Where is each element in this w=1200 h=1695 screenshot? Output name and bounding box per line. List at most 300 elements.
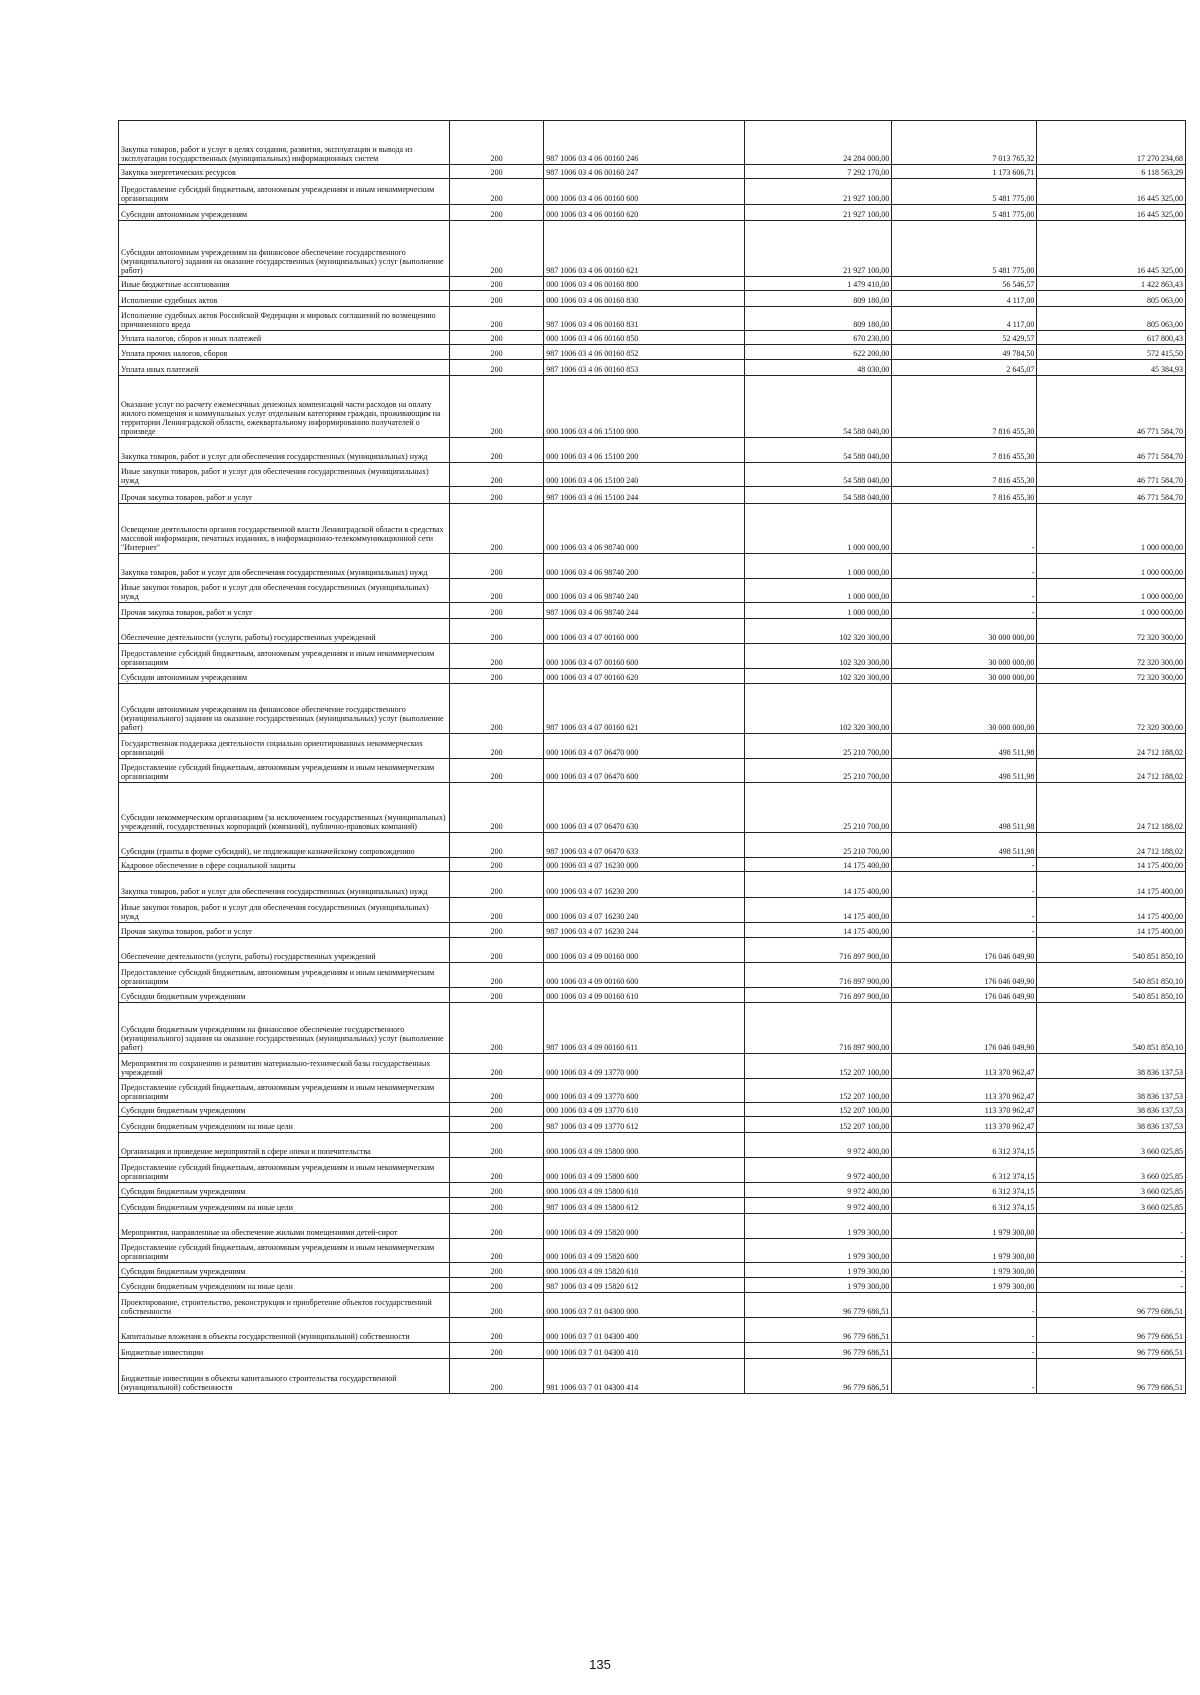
table-row bbox=[119, 1183, 1186, 1198]
row-approved: 1 000 000,00 bbox=[744, 554, 891, 579]
row-kbk: 000 1006 03 4 07 16230 000 bbox=[544, 858, 745, 872]
row-approved: 670 230,00 bbox=[744, 331, 891, 345]
row-unexecuted: 6 118 563,29 bbox=[1037, 165, 1186, 179]
row-unexecuted: 72 320 300,00 bbox=[1037, 644, 1186, 669]
row-unexecuted: 540 851 850,10 bbox=[1037, 938, 1186, 963]
row-name: Предоставление субсидий бюджетным, автономным учреждениям и иным некоммерческим организациям bbox=[119, 759, 450, 783]
table-row bbox=[119, 1318, 1186, 1343]
row-unexecuted: 1 000 000,00 bbox=[1037, 579, 1186, 603]
row-unexecuted: 46 771 584,70 bbox=[1037, 438, 1186, 463]
row-kbk: 000 1006 03 7 01 04300 000 bbox=[544, 1293, 745, 1318]
row-unexecuted: 14 175 400,00 bbox=[1037, 872, 1186, 898]
row-code: 200 bbox=[450, 1293, 544, 1318]
row-name: Кадровое обеспечение в сфере социальной защиты bbox=[119, 858, 450, 872]
row-name: Уплата прочих налогов, сборов bbox=[119, 345, 450, 360]
row-unexecuted: 14 175 400,00 bbox=[1037, 898, 1186, 923]
row-kbk: 000 1006 03 4 09 13770 610 bbox=[544, 1103, 745, 1117]
row-name: Организация и проведение мероприятий в сфере опеки и попечительства bbox=[119, 1133, 450, 1158]
table-row bbox=[119, 179, 1186, 205]
row-executed: 498 511,98 bbox=[892, 759, 1037, 783]
row-approved: 102 320 300,00 bbox=[744, 684, 891, 734]
row-name: Уплата налогов, сборов и иных платежей bbox=[119, 331, 450, 345]
row-name: Освещение деятельности органов государственной власти Ленинградской области в средствах массовой информации, печатных изданиях, в информационно-телекоммуникационной сети "Интернет" bbox=[119, 504, 450, 554]
row-name: Субсидии бюджетным учреждениям на иные цели bbox=[119, 1117, 450, 1133]
table-row bbox=[119, 487, 1186, 504]
row-name: Предоставление субсидий бюджетным, автономным учреждениям и иным некоммерческим организациям bbox=[119, 644, 450, 669]
row-unexecuted: 1 000 000,00 bbox=[1037, 554, 1186, 579]
row-executed: 1 979 300,00 bbox=[892, 1263, 1037, 1278]
row-executed: 1 979 300,00 bbox=[892, 1278, 1037, 1293]
budget-sheet bbox=[118, 120, 1186, 1394]
row-code: 200 bbox=[450, 1054, 544, 1079]
row-approved: 1 000 000,00 bbox=[744, 504, 891, 554]
row-approved: 54 588 040,00 bbox=[744, 463, 891, 487]
row-approved: 716 897 900,00 bbox=[744, 963, 891, 988]
row-code: 200 bbox=[450, 1183, 544, 1198]
row-unexecuted: 38 836 137,53 bbox=[1037, 1054, 1186, 1079]
row-name: Закупка товаров, работ и услуг для обеспечения государственных (муниципальных) нужд bbox=[119, 872, 450, 898]
row-unexecuted: 14 175 400,00 bbox=[1037, 858, 1186, 872]
row-code: 200 bbox=[450, 1278, 544, 1293]
row-executed: 30 000 000,00 bbox=[892, 684, 1037, 734]
row-name: Субсидии бюджетным учреждениям на финансовое обеспечение государственного (муниципального) задания на оказание государственных (муниципальных) услуг (выполнение работ) bbox=[119, 1003, 450, 1054]
row-code: 200 bbox=[450, 923, 544, 938]
row-unexecuted: 46 771 584,70 bbox=[1037, 487, 1186, 504]
row-name: Закупка товаров, работ и услуг для обеспечения государственных (муниципальных) нужд bbox=[119, 438, 450, 463]
row-executed: - bbox=[892, 603, 1037, 619]
row-kbk: 000 1006 03 4 06 00160 620 bbox=[544, 205, 745, 221]
row-executed: - bbox=[892, 923, 1037, 938]
row-approved: 716 897 900,00 bbox=[744, 1003, 891, 1054]
row-name: Мероприятия по сохранению и развитию материально-технической базы государственных учреждений bbox=[119, 1054, 450, 1079]
row-kbk: 987 1006 03 4 06 00160 853 bbox=[544, 360, 745, 376]
row-unexecuted: 805 063,00 bbox=[1037, 291, 1186, 307]
row-executed: 6 312 374,15 bbox=[892, 1158, 1037, 1183]
row-kbk: 000 1006 03 7 01 04300 400 bbox=[544, 1318, 745, 1343]
row-name: Субсидии автономным учреждениям на финансовое обеспечение государственного (муниципального) задания на оказание государственных (муниципальных) услуг (выполнение работ) bbox=[119, 684, 450, 734]
row-code: 200 bbox=[450, 1214, 544, 1239]
row-executed: 113 370 962,47 bbox=[892, 1117, 1037, 1133]
row-approved: 809 180,00 bbox=[744, 307, 891, 331]
row-approved: 1 979 300,00 bbox=[744, 1214, 891, 1239]
row-unexecuted: 72 320 300,00 bbox=[1037, 669, 1186, 684]
table-row bbox=[119, 1239, 1186, 1263]
row-kbk: 000 1006 03 4 09 15800 000 bbox=[544, 1133, 745, 1158]
row-code: 200 bbox=[450, 833, 544, 858]
row-name: Субсидии бюджетным учреждениям bbox=[119, 1263, 450, 1278]
row-unexecuted: 16 445 325,00 bbox=[1037, 179, 1186, 205]
row-name: Иные закупки товаров, работ и услуг для обеспечения государственных (муниципальных) нужд bbox=[119, 579, 450, 603]
row-executed: 6 312 374,15 bbox=[892, 1198, 1037, 1214]
row-executed: 113 370 962,47 bbox=[892, 1054, 1037, 1079]
row-kbk: 000 1006 03 4 09 13770 600 bbox=[544, 1079, 745, 1103]
row-kbk: 000 1006 03 4 09 15820 600 bbox=[544, 1239, 745, 1263]
row-kbk: 000 1006 03 7 01 04300 410 bbox=[544, 1343, 745, 1359]
table-row bbox=[119, 734, 1186, 759]
row-unexecuted: - bbox=[1037, 1278, 1186, 1293]
row-unexecuted: 24 712 188,02 bbox=[1037, 783, 1186, 833]
row-code: 200 bbox=[450, 734, 544, 759]
row-code: 200 bbox=[450, 872, 544, 898]
table-row bbox=[119, 438, 1186, 463]
row-unexecuted: 46 771 584,70 bbox=[1037, 463, 1186, 487]
row-executed: 498 511,98 bbox=[892, 783, 1037, 833]
row-code: 200 bbox=[450, 554, 544, 579]
row-code: 200 bbox=[450, 858, 544, 872]
row-code: 200 bbox=[450, 121, 544, 165]
row-code: 200 bbox=[450, 331, 544, 345]
table-row bbox=[119, 963, 1186, 988]
row-kbk: 000 1006 03 4 06 00160 850 bbox=[544, 331, 745, 345]
row-executed: 1 173 606,71 bbox=[892, 165, 1037, 179]
row-unexecuted: 72 320 300,00 bbox=[1037, 684, 1186, 734]
table-row bbox=[119, 331, 1186, 345]
row-executed: 176 046 049,90 bbox=[892, 963, 1037, 988]
row-executed: 498 511,98 bbox=[892, 833, 1037, 858]
row-unexecuted: 17 270 234,68 bbox=[1037, 121, 1186, 165]
row-unexecuted: 24 712 188,02 bbox=[1037, 734, 1186, 759]
row-code: 200 bbox=[450, 1079, 544, 1103]
row-unexecuted: 16 445 325,00 bbox=[1037, 221, 1186, 277]
row-executed: 30 000 000,00 bbox=[892, 644, 1037, 669]
table-row bbox=[119, 121, 1186, 165]
table-row bbox=[119, 1263, 1186, 1278]
row-unexecuted: 14 175 400,00 bbox=[1037, 923, 1186, 938]
row-approved: 809 180,00 bbox=[744, 291, 891, 307]
row-kbk: 000 1006 03 4 06 15100 000 bbox=[544, 376, 745, 438]
table-row bbox=[119, 1079, 1186, 1103]
row-name: Предоставление субсидий бюджетным, автономным учреждениям и иным некоммерческим организациям bbox=[119, 1239, 450, 1263]
row-unexecuted: 1 000 000,00 bbox=[1037, 504, 1186, 554]
table-row bbox=[119, 504, 1186, 554]
row-unexecuted: 72 320 300,00 bbox=[1037, 619, 1186, 644]
row-name: Субсидии бюджетным учреждениям на иные цели bbox=[119, 1198, 450, 1214]
row-unexecuted: - bbox=[1037, 1239, 1186, 1263]
row-executed: 498 511,98 bbox=[892, 734, 1037, 759]
row-unexecuted: 45 384,93 bbox=[1037, 360, 1186, 376]
table-row bbox=[119, 277, 1186, 291]
row-code: 200 bbox=[450, 205, 544, 221]
row-name: Субсидии (гранты в форме субсидий), не подлежащие казначейскому сопровождению bbox=[119, 833, 450, 858]
row-approved: 96 779 686,51 bbox=[744, 1318, 891, 1343]
table-row bbox=[119, 1293, 1186, 1318]
row-executed: - bbox=[892, 579, 1037, 603]
row-name: Предоставление субсидий бюджетным, автономным учреждениям и иным некоммерческим организациям bbox=[119, 1079, 450, 1103]
table-row bbox=[119, 1117, 1186, 1133]
row-approved: 102 320 300,00 bbox=[744, 669, 891, 684]
row-kbk: 000 1006 03 4 06 00160 800 bbox=[544, 277, 745, 291]
row-approved: 1 979 300,00 bbox=[744, 1278, 891, 1293]
row-executed: - bbox=[892, 858, 1037, 872]
row-kbk: 000 1006 03 4 06 98740 000 bbox=[544, 504, 745, 554]
row-name: Закупка энергетических ресурсов bbox=[119, 165, 450, 179]
table-row bbox=[119, 938, 1186, 963]
table-row bbox=[119, 988, 1186, 1003]
row-unexecuted: 96 779 686,51 bbox=[1037, 1318, 1186, 1343]
row-approved: 25 210 700,00 bbox=[744, 783, 891, 833]
row-kbk: 981 1006 03 7 01 04300 414 bbox=[544, 1359, 745, 1394]
row-name: Обеспечение деятельности (услуги, работы) государственных учреждений bbox=[119, 938, 450, 963]
row-name: Оказание услуг по расчету ежемесячных денежных компенсаций части расходов на оплату жилого помещения и коммунальных услуг отдельным категориям граждан, проживающим на территории Ленинградской области, ежеквартальному информированию получателей о произведе bbox=[119, 376, 450, 438]
row-code: 200 bbox=[450, 644, 544, 669]
row-name: Субсидии автономным учреждениям на финансовое обеспечение государственного (муниципального) задания на оказание государственных (муниципальных) услуг (выполнение работ) bbox=[119, 221, 450, 277]
row-code: 200 bbox=[450, 221, 544, 277]
row-unexecuted: 96 779 686,51 bbox=[1037, 1343, 1186, 1359]
row-kbk: 987 1006 03 4 06 00160 246 bbox=[544, 121, 745, 165]
row-executed: 7 816 455,30 bbox=[892, 438, 1037, 463]
row-name: Субсидии автономным учреждениям bbox=[119, 205, 450, 221]
table-row bbox=[119, 669, 1186, 684]
row-unexecuted: 572 415,50 bbox=[1037, 345, 1186, 360]
page-number: 135 bbox=[589, 1657, 611, 1672]
row-executed: 52 429,57 bbox=[892, 331, 1037, 345]
table-row bbox=[119, 376, 1186, 438]
row-name: Иные закупки товаров, работ и услуг для обеспечения государственных (муниципальных) нужд bbox=[119, 898, 450, 923]
row-approved: 14 175 400,00 bbox=[744, 898, 891, 923]
row-executed: 4 117,00 bbox=[892, 291, 1037, 307]
row-unexecuted: 617 800,43 bbox=[1037, 331, 1186, 345]
row-kbk: 000 1006 03 4 06 98740 200 bbox=[544, 554, 745, 579]
table-row bbox=[119, 1103, 1186, 1117]
row-unexecuted: 1 422 863,43 bbox=[1037, 277, 1186, 291]
row-kbk: 000 1006 03 4 09 15820 610 bbox=[544, 1263, 745, 1278]
row-executed: - bbox=[892, 872, 1037, 898]
row-executed: 7 816 455,30 bbox=[892, 487, 1037, 504]
row-kbk: 987 1006 03 4 06 00160 247 bbox=[544, 165, 745, 179]
row-unexecuted: 38 836 137,53 bbox=[1037, 1079, 1186, 1103]
row-approved: 24 284 000,00 bbox=[744, 121, 891, 165]
row-code: 200 bbox=[450, 619, 544, 644]
row-executed: 4 117,00 bbox=[892, 307, 1037, 331]
row-name: Иные закупки товаров, работ и услуг для обеспечения государственных (муниципальных) нужд bbox=[119, 463, 450, 487]
row-unexecuted: 540 851 850,10 bbox=[1037, 988, 1186, 1003]
row-code: 200 bbox=[450, 1117, 544, 1133]
row-code: 200 bbox=[450, 1103, 544, 1117]
row-executed: 176 046 049,90 bbox=[892, 988, 1037, 1003]
row-approved: 1 000 000,00 bbox=[744, 579, 891, 603]
row-unexecuted: 540 851 850,10 bbox=[1037, 1003, 1186, 1054]
row-code: 200 bbox=[450, 898, 544, 923]
table-row bbox=[119, 1198, 1186, 1214]
row-kbk: 000 1006 03 4 07 00160 620 bbox=[544, 669, 745, 684]
table-row bbox=[119, 221, 1186, 277]
row-approved: 1 000 000,00 bbox=[744, 603, 891, 619]
row-kbk: 987 1006 03 4 07 00160 621 bbox=[544, 684, 745, 734]
row-unexecuted: 3 660 025,85 bbox=[1037, 1183, 1186, 1198]
row-code: 200 bbox=[450, 1343, 544, 1359]
row-code: 200 bbox=[450, 1359, 544, 1394]
row-code: 200 bbox=[450, 669, 544, 684]
table-row bbox=[119, 833, 1186, 858]
row-unexecuted: 96 779 686,51 bbox=[1037, 1293, 1186, 1318]
row-unexecuted: 24 712 188,02 bbox=[1037, 833, 1186, 858]
row-approved: 9 972 400,00 bbox=[744, 1133, 891, 1158]
row-name: Субсидии бюджетным учреждениям на иные цели bbox=[119, 1278, 450, 1293]
row-code: 200 bbox=[450, 438, 544, 463]
row-kbk: 000 1006 03 4 09 00160 600 bbox=[544, 963, 745, 988]
row-name: Прочая закупка товаров, работ и услуг bbox=[119, 487, 450, 504]
row-executed: - bbox=[892, 1359, 1037, 1394]
row-executed: - bbox=[892, 1318, 1037, 1343]
table-row bbox=[119, 1359, 1186, 1394]
row-executed: 5 481 775,00 bbox=[892, 221, 1037, 277]
row-name: Субсидии бюджетным учреждениям bbox=[119, 1183, 450, 1198]
row-name: Бюджетные инвестиции bbox=[119, 1343, 450, 1359]
row-unexecuted: 96 779 686,51 bbox=[1037, 1359, 1186, 1394]
table-row bbox=[119, 783, 1186, 833]
row-kbk: 000 1006 03 4 06 00160 600 bbox=[544, 179, 745, 205]
row-name: Проектирование, строительство, реконструкция и приобретение объектов государственной собственности bbox=[119, 1293, 450, 1318]
row-name: Субсидии некоммерческим организациям (за исключением государственных (муниципальных) учреждений, государственных корпораций (компаний), публично-правовых компаний) bbox=[119, 783, 450, 833]
row-executed: - bbox=[892, 554, 1037, 579]
row-name: Обеспечение деятельности (услуги, работы) государственных учреждений bbox=[119, 619, 450, 644]
row-name: Субсидии автономным учреждениям bbox=[119, 669, 450, 684]
row-name: Закупка товаров, работ и услуг для обеспечения государственных (муниципальных) нужд bbox=[119, 554, 450, 579]
row-approved: 25 210 700,00 bbox=[744, 759, 891, 783]
table-row bbox=[119, 291, 1186, 307]
row-executed: 5 481 775,00 bbox=[892, 179, 1037, 205]
table-row bbox=[119, 619, 1186, 644]
row-code: 200 bbox=[450, 684, 544, 734]
row-code: 200 bbox=[450, 1133, 544, 1158]
row-approved: 622 200,00 bbox=[744, 345, 891, 360]
row-kbk: 987 1006 03 4 06 00160 852 bbox=[544, 345, 745, 360]
row-executed: 113 370 962,47 bbox=[892, 1079, 1037, 1103]
row-kbk: 000 1006 03 4 09 15820 000 bbox=[544, 1214, 745, 1239]
row-kbk: 000 1006 03 4 07 06470 000 bbox=[544, 734, 745, 759]
row-approved: 9 972 400,00 bbox=[744, 1198, 891, 1214]
row-executed: 176 046 049,90 bbox=[892, 1003, 1037, 1054]
row-name: Государственная поддержка деятельности социально ориентированных некоммерческих организаций bbox=[119, 734, 450, 759]
row-name: Субсидии бюджетным учреждениям bbox=[119, 1103, 450, 1117]
row-approved: 102 320 300,00 bbox=[744, 619, 891, 644]
row-approved: 25 210 700,00 bbox=[744, 833, 891, 858]
row-unexecuted: 16 445 325,00 bbox=[1037, 205, 1186, 221]
row-kbk: 987 1006 03 4 09 13770 612 bbox=[544, 1117, 745, 1133]
row-unexecuted: 3 660 025,85 bbox=[1037, 1158, 1186, 1183]
row-executed: - bbox=[892, 1343, 1037, 1359]
row-kbk: 987 1006 03 4 06 15100 244 bbox=[544, 487, 745, 504]
table-row bbox=[119, 923, 1186, 938]
row-code: 200 bbox=[450, 759, 544, 783]
row-executed: 7 816 455,30 bbox=[892, 376, 1037, 438]
row-name: Прочая закупка товаров, работ и услуг bbox=[119, 603, 450, 619]
row-unexecuted: 805 063,00 bbox=[1037, 307, 1186, 331]
row-code: 200 bbox=[450, 1318, 544, 1343]
row-approved: 25 210 700,00 bbox=[744, 734, 891, 759]
table-row bbox=[119, 579, 1186, 603]
row-name: Предоставление субсидий бюджетным, автономным учреждениям и иным некоммерческим организациям bbox=[119, 179, 450, 205]
table-row bbox=[119, 1278, 1186, 1293]
row-code: 200 bbox=[450, 504, 544, 554]
table-row bbox=[119, 307, 1186, 331]
row-approved: 54 588 040,00 bbox=[744, 376, 891, 438]
table-body bbox=[119, 121, 1186, 1394]
row-kbk: 000 1006 03 4 09 15800 610 bbox=[544, 1183, 745, 1198]
row-unexecuted: 3 660 025,85 bbox=[1037, 1133, 1186, 1158]
row-code: 200 bbox=[450, 938, 544, 963]
table-row bbox=[119, 1343, 1186, 1359]
row-approved: 54 588 040,00 bbox=[744, 438, 891, 463]
row-unexecuted: 3 660 025,85 bbox=[1037, 1198, 1186, 1214]
row-executed: - bbox=[892, 504, 1037, 554]
row-approved: 102 320 300,00 bbox=[744, 644, 891, 669]
table-row bbox=[119, 858, 1186, 872]
row-code: 200 bbox=[450, 165, 544, 179]
row-unexecuted: 38 836 137,53 bbox=[1037, 1103, 1186, 1117]
row-kbk: 000 1006 03 4 06 15100 240 bbox=[544, 463, 745, 487]
row-code: 200 bbox=[450, 376, 544, 438]
table-row bbox=[119, 1054, 1186, 1079]
table-row bbox=[119, 1003, 1186, 1054]
row-kbk: 000 1006 03 4 09 13770 000 bbox=[544, 1054, 745, 1079]
row-kbk: 987 1006 03 4 09 15820 612 bbox=[544, 1278, 745, 1293]
row-code: 200 bbox=[450, 1239, 544, 1263]
row-approved: 152 207 100,00 bbox=[744, 1054, 891, 1079]
row-approved: 716 897 900,00 bbox=[744, 938, 891, 963]
row-kbk: 000 1006 03 4 06 98740 240 bbox=[544, 579, 745, 603]
row-kbk: 000 1006 03 4 07 00160 600 bbox=[544, 644, 745, 669]
row-kbk: 987 1006 03 4 07 06470 633 bbox=[544, 833, 745, 858]
row-approved: 9 972 400,00 bbox=[744, 1158, 891, 1183]
row-kbk: 987 1006 03 4 06 98740 244 bbox=[544, 603, 745, 619]
row-unexecuted: 540 851 850,10 bbox=[1037, 963, 1186, 988]
row-executed: 176 046 049,90 bbox=[892, 938, 1037, 963]
row-executed: 30 000 000,00 bbox=[892, 619, 1037, 644]
row-executed: 56 546,57 bbox=[892, 277, 1037, 291]
row-unexecuted: - bbox=[1037, 1263, 1186, 1278]
row-approved: 21 927 100,00 bbox=[744, 179, 891, 205]
table-row bbox=[119, 205, 1186, 221]
row-executed: 6 312 374,15 bbox=[892, 1183, 1037, 1198]
row-approved: 96 779 686,51 bbox=[744, 1293, 891, 1318]
table-row bbox=[119, 759, 1186, 783]
row-kbk: 987 1006 03 4 09 00160 611 bbox=[544, 1003, 745, 1054]
row-approved: 48 030,00 bbox=[744, 360, 891, 376]
row-kbk: 000 1006 03 4 09 00160 000 bbox=[544, 938, 745, 963]
row-code: 200 bbox=[450, 360, 544, 376]
row-name: Бюджетные инвестиции в объекты капитального строительства государственной (муниципальной) собственности bbox=[119, 1359, 450, 1394]
row-code: 200 bbox=[450, 463, 544, 487]
row-executed: 7 816 455,30 bbox=[892, 463, 1037, 487]
row-approved: 96 779 686,51 bbox=[744, 1359, 891, 1394]
row-approved: 54 588 040,00 bbox=[744, 487, 891, 504]
row-approved: 1 979 300,00 bbox=[744, 1263, 891, 1278]
row-code: 200 bbox=[450, 1263, 544, 1278]
row-name: Субсидии бюджетным учреждениям bbox=[119, 988, 450, 1003]
row-kbk: 000 1006 03 4 06 00160 830 bbox=[544, 291, 745, 307]
row-executed: 2 645,07 bbox=[892, 360, 1037, 376]
row-unexecuted: 46 771 584,70 bbox=[1037, 376, 1186, 438]
table-row bbox=[119, 1133, 1186, 1158]
row-code: 200 bbox=[450, 307, 544, 331]
row-code: 200 bbox=[450, 963, 544, 988]
table-row bbox=[119, 898, 1186, 923]
row-code: 200 bbox=[450, 179, 544, 205]
row-name: Капитальные вложения в объекты государственной (муниципальной) собственности bbox=[119, 1318, 450, 1343]
table-row bbox=[119, 345, 1186, 360]
budget-execution-table bbox=[118, 120, 1186, 1394]
row-executed: - bbox=[892, 1293, 1037, 1318]
row-name: Мероприятия, направленные на обеспечение жилыми помещениями детей-сирот bbox=[119, 1214, 450, 1239]
row-name: Закупка товаров, работ и услуг в целях создания, развития, эксплуатации и вывода из эксплуатации государственных (муниципальных) информационных систем bbox=[119, 121, 450, 165]
row-kbk: 987 1006 03 4 06 00160 621 bbox=[544, 221, 745, 277]
row-approved: 21 927 100,00 bbox=[744, 205, 891, 221]
row-approved: 152 207 100,00 bbox=[744, 1079, 891, 1103]
row-kbk: 000 1006 03 4 07 06470 630 bbox=[544, 783, 745, 833]
row-executed: 1 979 300,00 bbox=[892, 1214, 1037, 1239]
table-row bbox=[119, 554, 1186, 579]
